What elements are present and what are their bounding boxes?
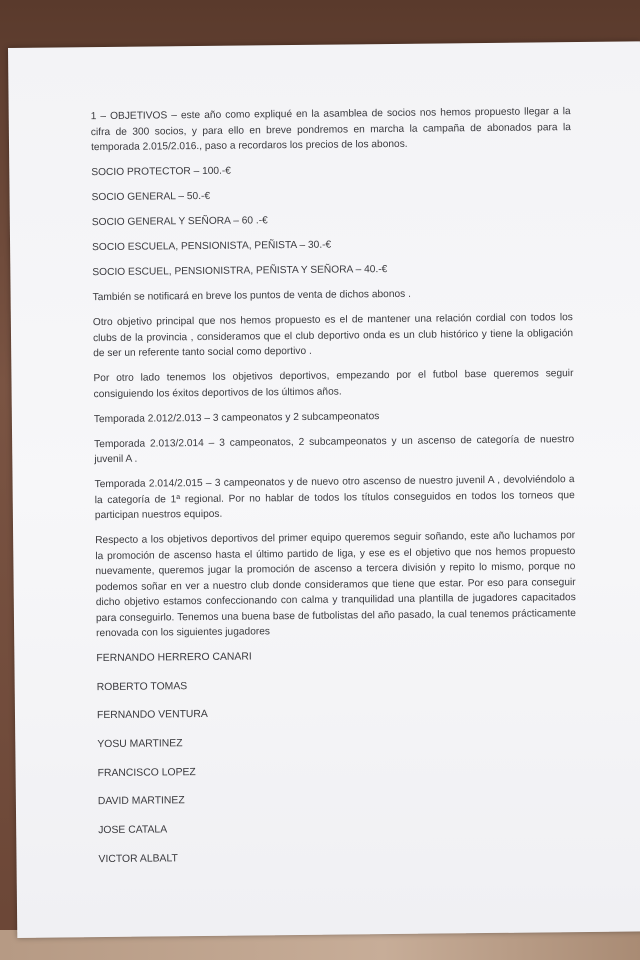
price-socio-protector: SOCIO PROTECTOR – 100.-€ [91,165,232,179]
player-name: VICTOR ALBALT [98,853,178,865]
price-socio-escuela: SOCIO ESCUELA, PENSIONISTA, PEÑISTA – 30.-€ [92,239,332,254]
player-name: FRANCISCO LOPEZ [97,766,196,779]
objectives-paragraph: 1 – OBJETIVOS – este año como expliqué en la asamblea de socios nos hemos propuesto llegar a la cifra de 300 socios, y para ello en breve pondremos en marcha la campaña de abonados para la temporada 2.015/2.016., paso a recordaros los precios de los abonos. [90,106,571,154]
price-socio-general-senora: SOCIO GENERAL Y SEÑORA – 60 .-€ [91,215,268,229]
player-name: FERNANDO VENTURA [96,709,208,722]
player-name: DAVID MARTINEZ [97,795,185,808]
sports-objectives-paragraph: Por otro lado tenemos los objetivos deportivos, empezando por el futbol base queremos seguir consiguiendo los éxitos deportivos de los últimos años. [93,368,574,400]
player-name: JOSE CATALA [98,824,168,837]
season-2012-2013: Temporada 2.012/2.013 – 3 campeonatos y 2 subcampeonatos [93,410,380,425]
relations-paragraph: Otro objetivo principal que nos hemos propuesto es el de mantener una relación cordial con todos los clubs de la provincia , consideramos que el club deportivo onda es un club histórico y tiene la obligación de ser un referente tanto social como deportivo . [92,312,574,360]
sales-points-note: También se notificará en breve los puntos de venta de dichos abonos . [92,288,411,304]
player-name: ROBERTO TOMAS [96,680,188,693]
first-team-paragraph: Respecto a los objetivos deportivos del primer equipo queremos seguir soñando, este año luchamos por la promoción de ascenso hasta el último partido de liga, y ese es el objetivo que nos hemos propuesto nuevamente, queremos jugar la promoción de ascenso a tercera división y repito lo mismo, porque no podemos soñar en ver a nuestro club donde consideramos que tiene que estar. Por eso para conseguir dicho objetivo estamos confeccionando con calma y tranquilidad una plantilla de jugadores capacitados para conseguirlo. Tenemos una buena base de futbolistas del año pasado, la cual tenemos prácticamente renovada con los siguientes jugadores [95,530,577,640]
player-name: YOSU MARTINEZ [97,738,183,751]
document-body [91,104,579,880]
player-list [96,646,578,867]
paper-sheet [8,41,640,938]
player-name: FERNANDO HERRERO CANARI [96,651,252,665]
price-socio-escuela-senora: SOCIO ESCUEL, PENSIONISTRA, PEÑISTA Y SEÑORA – 40.-€ [92,264,388,279]
season-2013-2014: Temporada 2.013/2.014 – 3 campeonatos, 2 subcampeonatos y un ascenso de categoría de nuestro juvenil A . [94,433,575,466]
season-2014-2015: Temporada 2.014/2.015 – 3 campeonatos y de nuevo otro ascenso de nuestro juvenil A , devolviéndolo a la categoría de 1ª regional. Por no hablar de todos los títulos conseguidos en todos los torneos que participan nuestros equipos. [94,474,575,522]
price-socio-general: SOCIO GENERAL – 50.-€ [91,190,211,204]
